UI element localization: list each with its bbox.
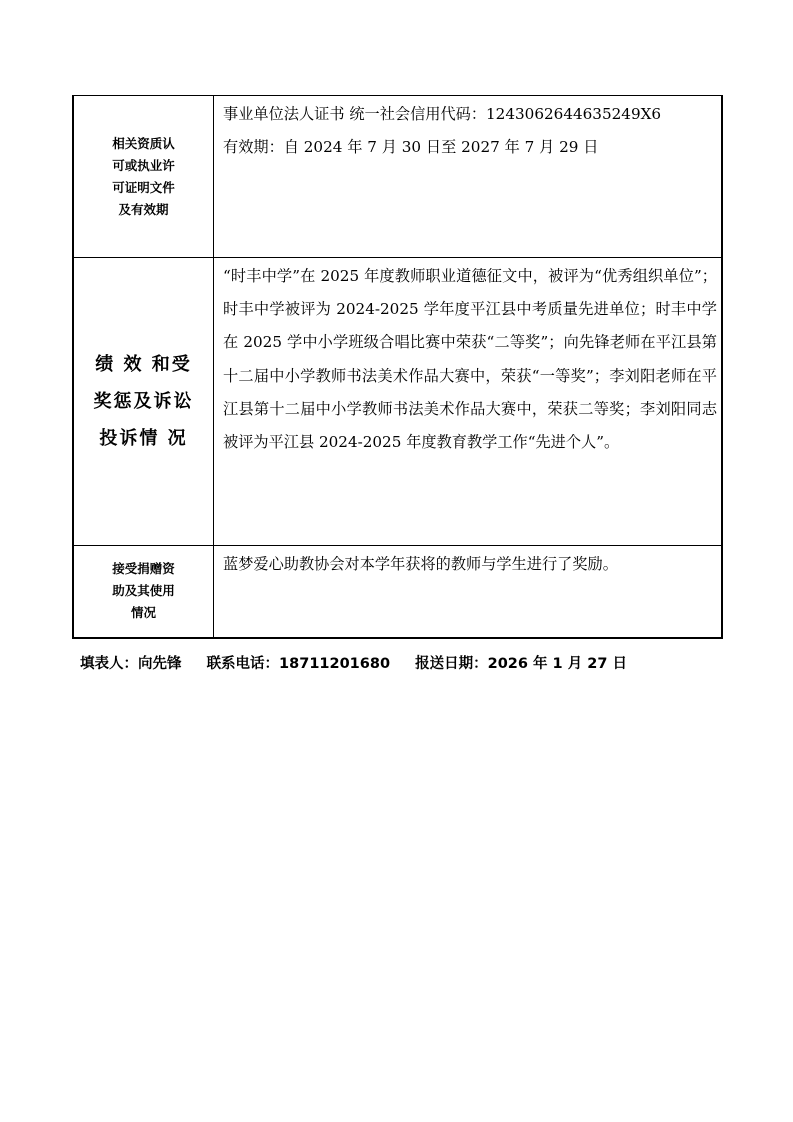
info-table <box>72 95 723 639</box>
row-label-cell <box>73 258 214 546</box>
row-label: 接受捐赠资助及其使用情况 <box>112 561 175 621</box>
donation-text: 蓝梦爱心助教协会对本学年获将的教师与学生进行了奖励。 <box>223 555 618 573</box>
performance-awards-text: “时丰中学”在 2025 年度教师职业道德征文中，被评为“优秀组织单位”；时丰中学被评为 2024-2025 学年度平江县中考质量先进单位；时丰中学在 2025 学中小学班级合唱比赛中荣获“二等奖”；向先锋老师在平江县第十二届中小学教师书法美术作品大赛中，荣获“一等奖”；李刘阳老师在平江县第十二届中小学教师书法美术作品大赛中，荣获二等奖；李刘阳同志被评为平江县 2024-2025 年度教育教学工作“先进个人”。 <box>223 267 717 452</box>
report-sheet <box>72 95 723 639</box>
form-footer <box>80 652 647 673</box>
qualification-text: 事业单位法人证书 统一社会信用代码：1243062644635249X6 有效期：自 2024 年 7 月 30 日至 2027 年 7 月 29 日 <box>223 105 662 157</box>
row-content-cell <box>214 258 723 546</box>
report-date: 报送日期：2026 年 1 月 27 日 <box>415 656 627 672</box>
table-row <box>73 258 722 546</box>
row-label-cell <box>73 96 214 258</box>
table-row <box>73 546 722 638</box>
filler-name: 填表人：向先锋 <box>80 656 182 672</box>
contact-phone: 联系电话：18711201680 <box>206 656 391 672</box>
row-label: 相关资质认可或执业许可证明文件及有效期 <box>112 135 175 217</box>
row-content-cell <box>214 96 723 258</box>
row-content-cell <box>214 546 723 638</box>
row-label-cell <box>73 546 214 638</box>
table-row <box>73 96 722 258</box>
row-label: 绩 效 和受奖惩及诉讼投诉情 况 <box>93 354 194 449</box>
